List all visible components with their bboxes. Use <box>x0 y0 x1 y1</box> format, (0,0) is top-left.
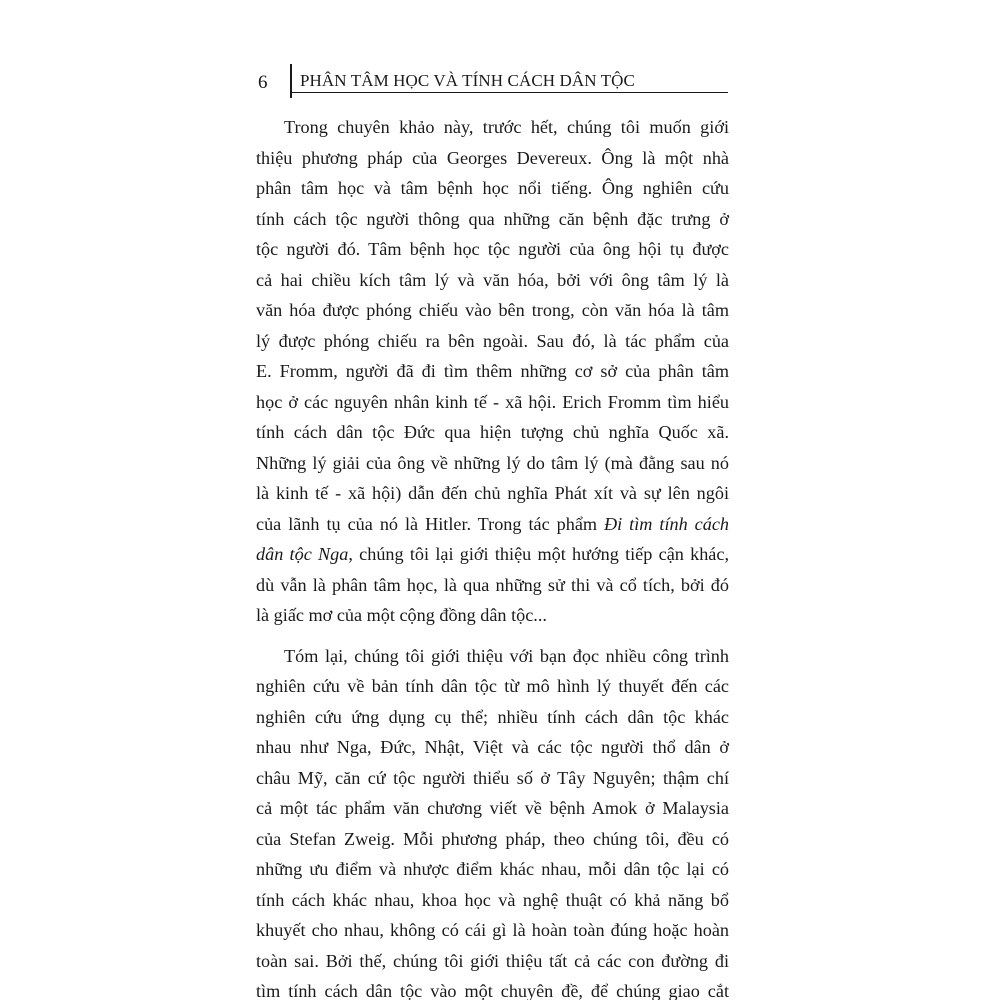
text-line: toàn sai. Bởi thế, chúng tôi giới thiệu tất cả các con đường đi <box>256 950 729 971</box>
header-underline <box>292 92 728 93</box>
paragraph-2 <box>256 641 729 1000</box>
text-line: lý được phóng chiếu ra bên ngoài. Sau đó, là tác phẩm của <box>256 330 729 351</box>
text-line: Những lý giải của ông về những lý do tâm lý (mà đằng sau nó <box>256 452 729 473</box>
book-title-italic: Đi tìm tính cách <box>604 513 729 534</box>
text-line: tính cách tộc người thông qua những căn bệnh đặc trưng ở <box>256 208 729 229</box>
text-line: học ở các nguyên nhân kinh tế - xã hội. Erich Fromm tìm hiểu <box>256 391 729 412</box>
text-line: của Stefan Zweig. Mỗi phương pháp, theo chúng tôi, đều có <box>256 828 729 849</box>
text-line: dù vẫn là phân tâm học, là qua những sử thi và cổ tích, bởi đó <box>256 574 729 595</box>
text-line <box>256 539 729 570</box>
text-segment: , chúng tôi lại giới thiệu một hướng tiếp cận khác, <box>348 544 729 564</box>
text-line: là kinh tế - xã hội) dẫn đến chủ nghĩa Phát xít và sự lên ngôi <box>256 483 729 503</box>
paragraph-1 <box>256 112 729 631</box>
text-line: tính cách khác nhau, khoa học và nghệ thuật có khả năng bổ <box>256 889 729 910</box>
text-line: tìm tính cách dân tộc vào một chuyên đề, để chúng giao cắt <box>256 981 729 1000</box>
text-line: cả hai chiều kích tâm lý và văn hóa, bởi với ông tâm lý là <box>256 269 729 290</box>
text-line: nhau như Nga, Đức, Nhật, Việt và các tộc người thổ dân ở <box>256 737 729 757</box>
text-line: những ưu điểm và nhược điểm khác nhau, mỗi dân tộc lại có <box>256 859 729 879</box>
text-line: khuyết cho nhau, không có cái gì là hoàn toàn đúng hoặc hoàn <box>256 920 729 940</box>
running-title: PHÂN TÂM HỌC VÀ TÍNH CÁCH DÂN TỘC <box>300 71 635 90</box>
text-line: là giấc mơ của một cộng đồng dân tộc... <box>256 605 547 625</box>
text-line: thiệu phương pháp của Georges Devereux. Ông là một nhà <box>256 147 729 168</box>
text-line: E. Fromm, người đã đi tìm thêm những cơ sở của phân tâm <box>256 361 729 381</box>
text-line: tính cách dân tộc Đức qua hiện tượng chủ nghĩa Quốc xã. <box>256 422 729 442</box>
text-line: nghiên cứu về bản tính dân tộc từ mô hình lý thuyết đến các <box>256 676 729 696</box>
text-segment: của lãnh tụ của nó là Hitler. Trong tác phẩm <box>256 513 605 534</box>
page-number: 6 <box>258 72 268 93</box>
book-title-italic: dân tộc Nga <box>256 544 349 564</box>
text-line: nghiên cứu ứng dụng cụ thể; nhiều tính cách dân tộc khác <box>256 706 729 727</box>
text-line: phân tâm học và tâm bệnh học nổi tiếng. Ông nghiên cứu <box>256 178 729 198</box>
text-line: Tóm lại, chúng tôi giới thiệu với bạn đọc nhiều công trình <box>284 645 729 666</box>
text-line: tộc người đó. Tâm bệnh học tộc người của ông hội tụ được <box>256 239 729 259</box>
text-line: châu Mỹ, căn cứ tộc người thiểu số ở Tây Nguyên; thậm chí <box>256 767 729 788</box>
text-line: Trong chuyên khảo này, trước hết, chúng tôi muốn giới <box>284 117 729 137</box>
text-line: cả một tác phẩm văn chương viết về bệnh Amok ở Malaysia <box>256 798 729 818</box>
page-body <box>256 112 729 1000</box>
page-header <box>258 64 728 98</box>
text-line <box>256 509 729 540</box>
text-line: văn hóa được phóng chiếu vào bên trong, còn văn hóa là tâm <box>256 300 729 320</box>
